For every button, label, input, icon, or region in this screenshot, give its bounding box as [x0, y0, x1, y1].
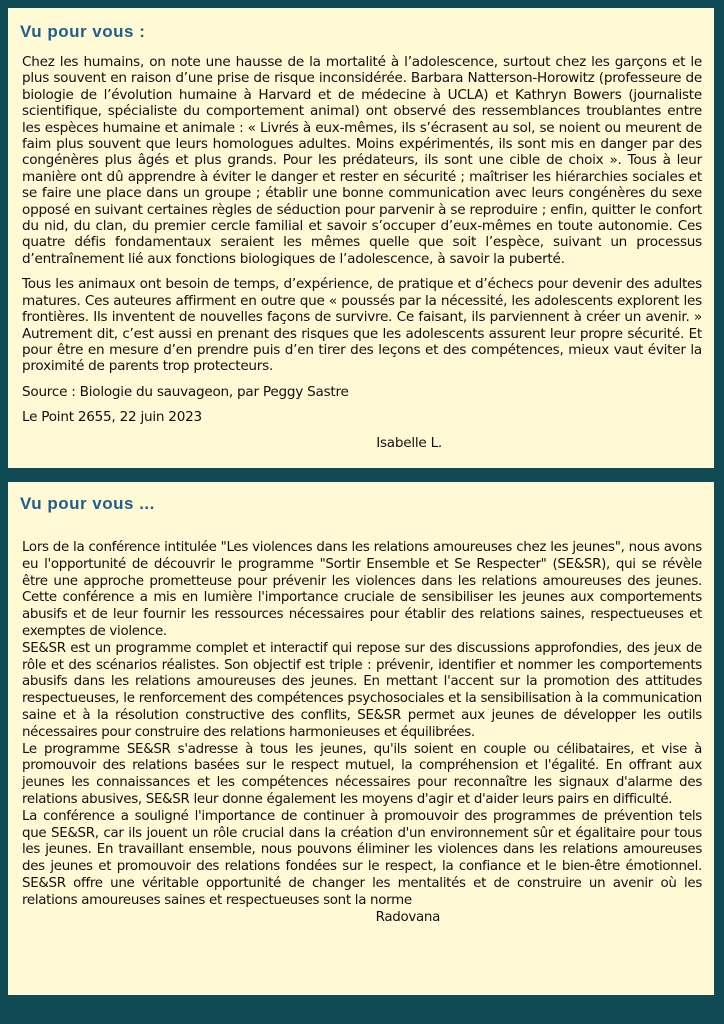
article-1-heading: Vu pour vous :	[20, 22, 146, 41]
article-1-paragraph: Chez les humains, on note une hausse de la mortalité à l’adolescence, surtout chez les garçons et le plus souvent en raison d’une prise de risque inconsidérée. Barbara Natterson-Horowitz (professeure de biologie de l’évolution humaine à Harvard et de médecine à UCLA) et Kathryn Bowers (journaliste scientifique, spécialiste du comportement animal) ont observé des ressemblances troublantes entre les espèces humaine et animale : « Livrés à eux-mêmes, ils s’écrasent au sol, se noient ou meurent de faim plus souvent que leurs homologues adultes. Moins expérimentés, ils sont mis en danger par des congénères plus âgés et plus grands. Pour les prédateurs, ils sont une cible de choix ». Tous à leur manière ont dû apprendre à éviter le danger et rester en sécurité ; maîtriser les hiérarchies sociales et se faire une place dans un groupe ; établir une bonne communication avec leurs congénères du sexe opposé en suivant certaines règles de séduction pour parvenir à se reproduire ; enfin, quitter le confort du nid, du clan, du premier cercle familial et savoir s’occuper d’eux-mêmes en toute autonomie. Ces quatre défis fondamentaux seraient les mêmes quelle que soit l’espèce, suivant un processus d’entraînement lié aux fonctions biologiques de l’adolescence, à savoir la puberté.	[22, 54, 702, 267]
article-box-2	[8, 482, 714, 995]
article-1-journal: Le Point 2655, 22 juin 2023	[22, 409, 202, 426]
article-2-paragraph: La conférence a souligné l'importance de continuer à promouvoir des programmes de prévention tels que SE&SR, car ils jouent un rôle crucial dans la création d'un environnement sûr et égalitaire pour tous les jeunes. En travaillant ensemble, nous pouvons éliminer les violences dans les relations amoureuses des jeunes et promouvoir des relations fondées sur le respect, la confiance et le bien-être émotionnel. SE&SR offre une véritable opportunité de changer les mentalités et de construire un avenir où les relations amoureuses saines et respectueuses sont la norme	[22, 808, 702, 908]
article-2-paragraph: Le programme SE&SR s'adresse à tous les jeunes, qu'ils soient en couple ou célibataires, et vise à promouvoir des relations basées sur le respect mutuel, la compréhension et l'égalité. En offrant aux jeunes les connaissances et les compétences nécessaires pour reconnaître les signaux d'alarme des relations abusives, SE&SR leur donne également les moyens d'agir et d'aider leurs pairs en difficulté.	[22, 741, 702, 807]
article-2-heading: Vu pour vous ...	[20, 494, 155, 513]
article-1-paragraph: Tous les animaux ont besoin de temps, d’expérience, de pratique et d’échecs pour devenir des adultes matures. Ces auteures affirment en outre que « poussés par la nécessité, les adolescents explorent les frontières. Ils inventent de nouvelles façons de survivre. Ce faisant, ils parviennent à créer un avenir. » Autrement dit, c’est aussi en prenant des risques que les adolescents assurent leur propre sécurité. Et pour être en mesure d’en prendre puis d’en tirer des leçons et des compétences, mieux vaut éviter la proximité de parents trop protecteurs.	[22, 276, 702, 375]
article-1-signature: Isabelle L.	[376, 434, 442, 451]
article-2-paragraph: Lors de la conférence intitulée "Les violences dans les relations amoureuses chez les jeunes", nous avons eu l'opportunité de découvrir le programme "Sortir Ensemble et Se Respecter" (SE&SR), qui se révèle être une approche prometteuse pour prévenir les violences dans les relations amoureuses des jeunes. Cette conférence a mis en lumière l'importance cruciale de sensibiliser les jeunes aux comportements abusifs et de leur fournir les ressources nécessaires pour établir des relations saines, respectueuses et exemptes de violence.	[22, 540, 702, 639]
article-2-body	[22, 540, 702, 926]
article-box-1	[8, 8, 714, 468]
article-1-source: Source : Biologie du sauvageon, par Peggy Sastre	[22, 383, 349, 400]
article-1-body	[22, 54, 702, 460]
article-2-signature: Radovana	[375, 909, 440, 925]
article-2-paragraph: SE&SR est un programme complet et interactif qui repose sur des discussions approfondies, des jeux de rôle et des scénarios réalistes. Son objectif est triple : prévenir, identifier et nommer les comportements abusifs dans les relations amoureuses des jeunes. En mettant l'accent sur la promotion des attitudes respectueuses, le renforcement des compétences psychosociales et la sensibilisation à la communication saine et à la résolution constructive des conflits, SE&SR permet aux jeunes de développer les outils nécessaires pour construire des relations harmonieuses et équilibrées.	[22, 640, 702, 740]
